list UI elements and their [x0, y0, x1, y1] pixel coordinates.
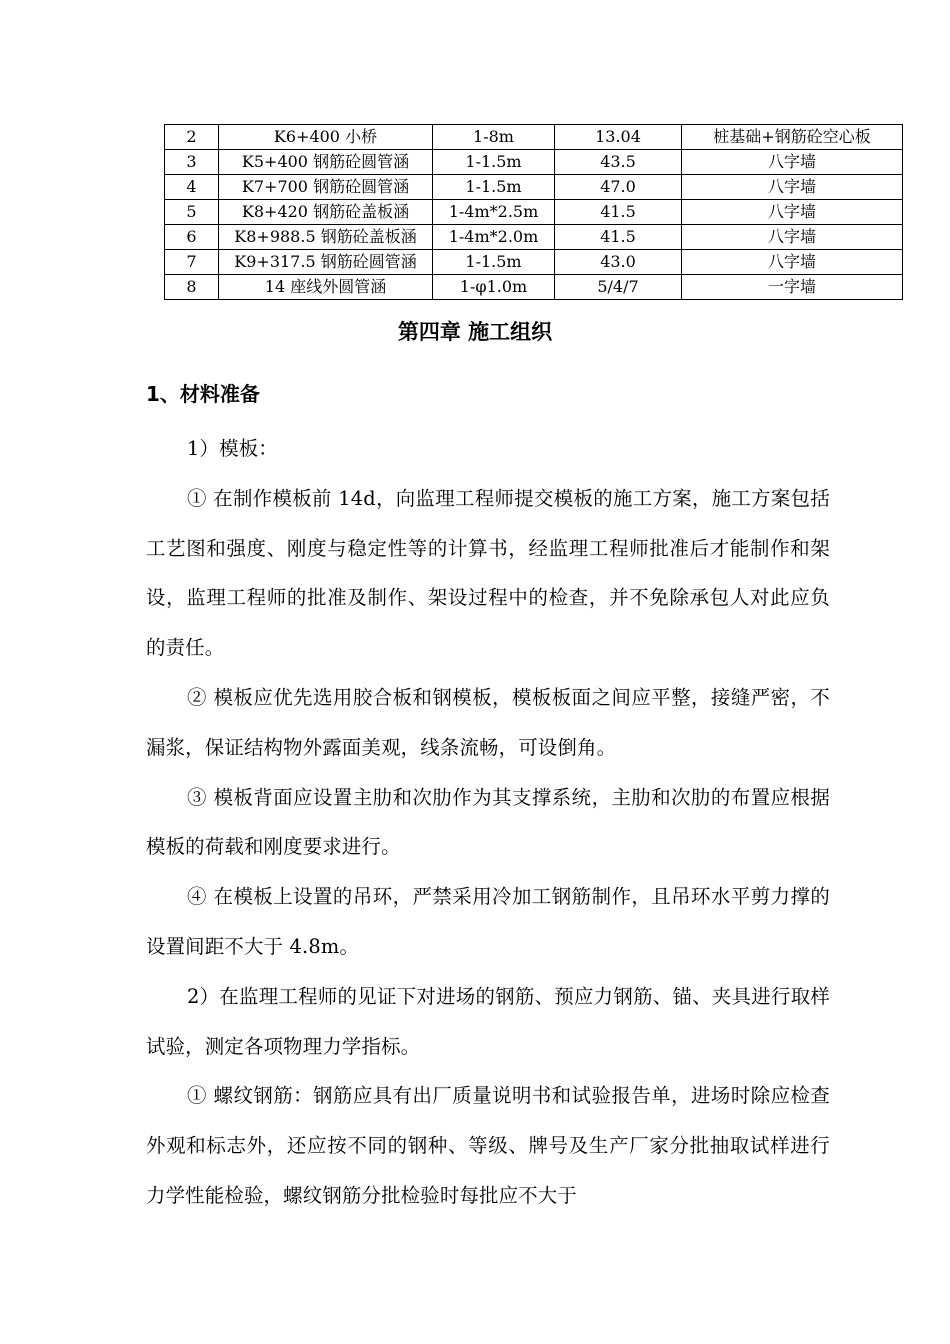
paragraph: ④ 在模板上设置的吊环，严禁采用冷加工钢筋制作，且吊环水平剪力撑的设置间距不大于 4.8m。: [146, 885, 830, 958]
structure-type-cell: 八字墙: [682, 150, 903, 175]
span-cell: 1-1.5m: [433, 150, 555, 175]
length-cell: 13.04: [555, 125, 682, 150]
structure-name-cell: K9+317.5 钢筋砼圆管涵: [219, 250, 433, 275]
body-text: [146, 424, 830, 1221]
structure-name-cell: K6+400 小桥: [219, 125, 433, 150]
bridge-culvert-table-wrap: [164, 124, 902, 300]
row-number-cell: 3: [165, 150, 219, 175]
length-cell: 47.0: [555, 175, 682, 200]
structure-name-cell: K8+420 钢筋砼盖板涵: [219, 200, 433, 225]
row-number-cell: 7: [165, 250, 219, 275]
structure-type-cell: 一字墙: [682, 275, 903, 300]
paragraph: 2）在监理工程师的见证下对进场的钢筋、预应力钢筋、锚、夹具进行取样试验，测定各项物理力学指标。: [146, 984, 830, 1058]
structure-type-cell: 八字墙: [682, 200, 903, 225]
row-number-cell: 4: [165, 175, 219, 200]
structure-name-cell: K5+400 钢筋砼圆管涵: [219, 150, 433, 175]
table-row: [165, 250, 903, 275]
paragraph: ② 模板应优先选用胶合板和钢模板，模板板面之间应平整，接缝严密，不漏浆，保证结构物外露面美观，线条流畅，可设倒角。: [146, 685, 830, 759]
table-row: [165, 275, 903, 300]
row-number-cell: 8: [165, 275, 219, 300]
row-number-cell: 6: [165, 225, 219, 250]
structure-name-cell: K8+988.5 钢筋砼盖板涵: [219, 225, 433, 250]
span-cell: 1-φ1.0m: [433, 275, 555, 300]
table-row: [165, 225, 903, 250]
length-cell: 43.5: [555, 150, 682, 175]
table-row: [165, 150, 903, 175]
row-number-cell: 2: [165, 125, 219, 150]
span-cell: 1-4m*2.0m: [433, 225, 555, 250]
length-cell: 41.5: [555, 200, 682, 225]
table-row: [165, 125, 903, 150]
paragraph: 1）模板：: [187, 437, 278, 460]
length-cell: 43.0: [555, 250, 682, 275]
span-cell: 1-1.5m: [433, 250, 555, 275]
structure-type-cell: 八字墙: [682, 225, 903, 250]
structure-type-cell: 八字墙: [682, 250, 903, 275]
structure-type-cell: 八字墙: [682, 175, 903, 200]
span-cell: 1-8m: [433, 125, 555, 150]
structure-type-cell: 桩基础+钢筋砼空心板: [682, 125, 903, 150]
bridge-culvert-table: [164, 124, 903, 300]
span-cell: 1-4m*2.5m: [433, 200, 555, 225]
table-row: [165, 200, 903, 225]
length-cell: 41.5: [555, 225, 682, 250]
paragraph: ① 螺纹钢筋：钢筋应具有出厂质量说明书和试验报告单，进场时除应检查外观和标志外，还应按不同的钢种、等级、牌号及生产厂家分批抽取试样进行力学性能检验，螺纹钢筋分批检验时每批应不大于: [146, 1084, 830, 1207]
paragraph: ① 在制作模板前 14d，向监理工程师提交模板的施工方案，施工方案包括工艺图和强度、刚度与稳定性等的计算书，经监理工程师批准后才能制作和架设，监理工程师的批准及制作、架设过程中的检查，并不免除承包人对此应负的责任。: [146, 486, 830, 660]
chapter-title: 第四章 施工组织: [397, 320, 553, 344]
row-number-cell: 5: [165, 200, 219, 225]
table-row: [165, 175, 903, 200]
section-heading: 1、材料准备: [146, 382, 260, 406]
paragraph: ③ 模板背面应设置主肋和次肋作为其支撑系统，主肋和次肋的布置应根据模板的荷载和刚度要求进行。: [146, 785, 830, 859]
span-cell: 1-1.5m: [433, 175, 555, 200]
structure-name-cell: K7+700 钢筋砼圆管涵: [219, 175, 433, 200]
structure-name-cell: 14 座线外圆管涵: [219, 275, 433, 300]
length-cell: 5/4/7: [555, 275, 682, 300]
